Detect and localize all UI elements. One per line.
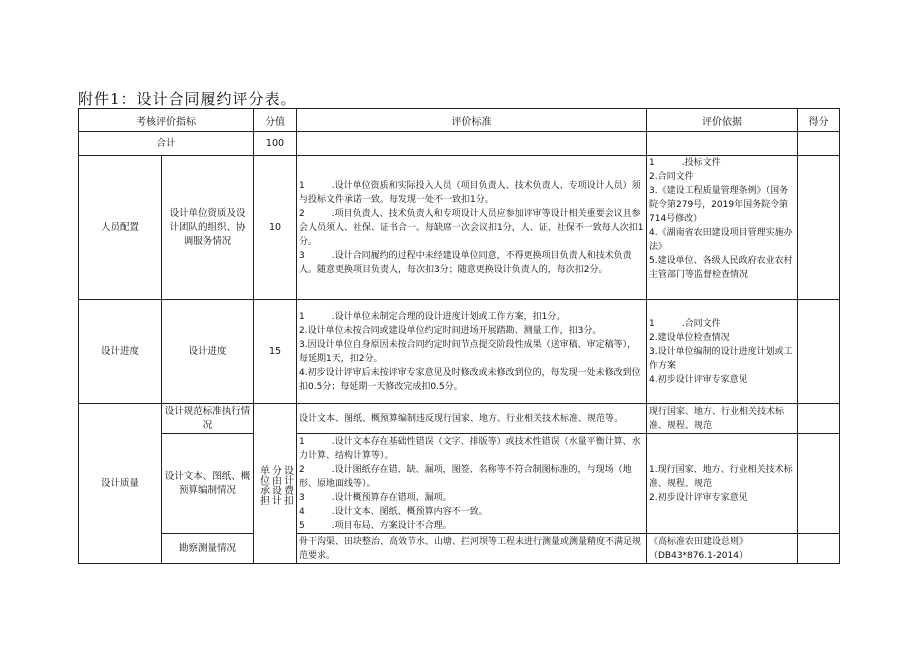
earned-personnel[interactable] [798, 156, 840, 300]
header-basis: 评价依据 [647, 109, 798, 132]
basis-line: 1.现行国家、地方、行业相关技术标准、规程、规范 [649, 464, 793, 489]
basis-line: 4.初步设计评审专家意见 [649, 374, 748, 385]
basis-personnel [647, 156, 798, 300]
standard-line: 2 .项目负责人、技术负责人和专项设计人员应参加评审等设计相关重要会议且参会人员须人、社保、证书合一。每缺席一次会议扣1分，人、证、社保不一致每人次扣1分。 [299, 208, 644, 247]
table-row [79, 156, 840, 300]
standard-line: 1 .设计单位未制定合理的设计进度计划或工作方案，扣1分。 [299, 311, 566, 322]
earned-quality-norm[interactable] [798, 404, 840, 434]
total-standard-cell [297, 132, 647, 156]
earned-progress[interactable] [798, 300, 840, 404]
standard-line: 2 .设计图纸存在错、缺、漏项，图签、名称等不符合制图标准的，与现场（地形、原地面线等）。 [299, 464, 632, 489]
header-row [79, 109, 840, 132]
standard-quality-docs [297, 434, 647, 534]
basis-line: 1 .合同文件 [649, 318, 721, 329]
score-note-col: 设计费扣 [281, 465, 293, 505]
basis-line: 3.《建设工程质量管理条例》（国务院令第279号，2019年国务院令第714号修改） [649, 186, 789, 224]
header-score: 分值 [254, 109, 297, 132]
item-quality-docs: 设计文本、图纸、概预算编制情况 [162, 434, 254, 534]
category-progress: 设计进度 [79, 300, 162, 404]
basis-progress [647, 300, 798, 404]
basis-line: 5.建设单位、各级人民政府农业农村主管部门等监督检查情况 [649, 256, 793, 280]
page-title: 附件1：设计合同履约评分表。 [78, 90, 297, 108]
total-row [79, 132, 840, 156]
table-row [79, 300, 840, 404]
item-quality-norm: 设计规范标准执行情况 [162, 404, 254, 434]
standard-line: 3 .设计合同履约的过程中未经建设单位同意，不得更换项目负责人和技术负责人。随意更换项目负责人，每次扣3分；随意更换设计负责人的，每次扣2分。 [299, 250, 632, 275]
table-row [79, 434, 840, 534]
category-personnel: 人员配置 [79, 156, 162, 300]
basis-line: 1 .投标文件 [649, 158, 721, 168]
standard-line: 3.因设计单位自身原因未按合同约定时间节点提交阶段性成果（送审稿、审定稿等），每延期1天，扣2分。 [299, 339, 637, 364]
standard-line: 2.设计单位未按合同或建设单位约定时间进场开展踏勘、测量工作，扣3分。 [299, 325, 602, 336]
standard-line: 5 .项目布局、方案设计不合理。 [299, 520, 452, 531]
table-row [79, 534, 840, 564]
basis-line: 3.设计单位编制的设计进度计划或工作方案 [649, 346, 793, 371]
total-score: 100 [254, 132, 297, 156]
basis-quality-survey: 《高标准农田建设总则》（DB43*876.1-2014） [647, 534, 798, 564]
basis-line: 2.建设单位检查情况 [649, 332, 730, 343]
score-table [78, 108, 840, 564]
standard-quality-survey: 骨干沟渠、田块整治、高效节水、山塘、拦河坝等工程未进行测量或测量精度不满足规范要求。 [297, 534, 647, 564]
score-progress: 15 [254, 300, 297, 404]
basis-line: 2.初步设计评审专家意见 [649, 492, 748, 503]
score-personnel: 10 [254, 156, 297, 300]
header-earned: 得分 [798, 109, 840, 132]
total-basis-cell [647, 132, 798, 156]
standard-line: 4 .设计文本、图纸、概预算内容不一致。 [299, 506, 488, 517]
score-quality-note [254, 404, 297, 564]
total-label: 合计 [79, 132, 254, 156]
earned-quality-docs[interactable] [798, 434, 840, 534]
item-personnel: 设计单位资质及设计团队的组织、协调服务情况 [162, 156, 254, 300]
category-quality: 设计质量 [79, 404, 162, 564]
score-note-col: 单位承担 [257, 465, 269, 505]
standard-line: 4.初步设计评审后未按评审专家意见及时修改或未修改到位的，每发现一处未修改到位扣0.5分；每延期一天修改完成扣0.5分。 [299, 367, 641, 392]
standard-line: 3 .设计概预算存在错项、漏项。 [299, 492, 452, 503]
basis-line: 2.合同文件 [649, 172, 694, 182]
standard-quality-norm: 设计文本、图纸、概预算编制违反现行国家、地方、行业相关技术标准、规范等。 [297, 404, 647, 434]
earned-quality-survey[interactable] [798, 534, 840, 564]
standard-personnel [297, 156, 647, 300]
header-standard: 评价标准 [297, 109, 647, 132]
basis-line: 4.《湖南省农田建设项目管理实施办法》 [649, 228, 793, 252]
standard-line: 1 .设计文本存在基础性错误（文字、排版等）或技术性错误（水量平衡计算、水力计算、结构计算等）。 [299, 436, 641, 461]
table-row [79, 404, 840, 434]
standard-progress [297, 300, 647, 404]
item-quality-survey: 勘察测量情况 [162, 534, 254, 564]
basis-quality-norm: 现行国家、地方、行业相关技术标准、规程、规范 [647, 404, 798, 434]
header-indicator: 考核评价指标 [79, 109, 254, 132]
basis-quality-docs [647, 434, 798, 534]
total-earned-cell[interactable] [798, 132, 840, 156]
score-note-col: 分由设计 [269, 465, 281, 505]
standard-line: 1 .设计单位资质和实际投入人员（项目负责人、技术负责人、专项设计人员）须与投标文件承诺一致。每发现一处不一致扣1分。 [299, 180, 641, 205]
item-progress: 设计进度 [162, 300, 254, 404]
